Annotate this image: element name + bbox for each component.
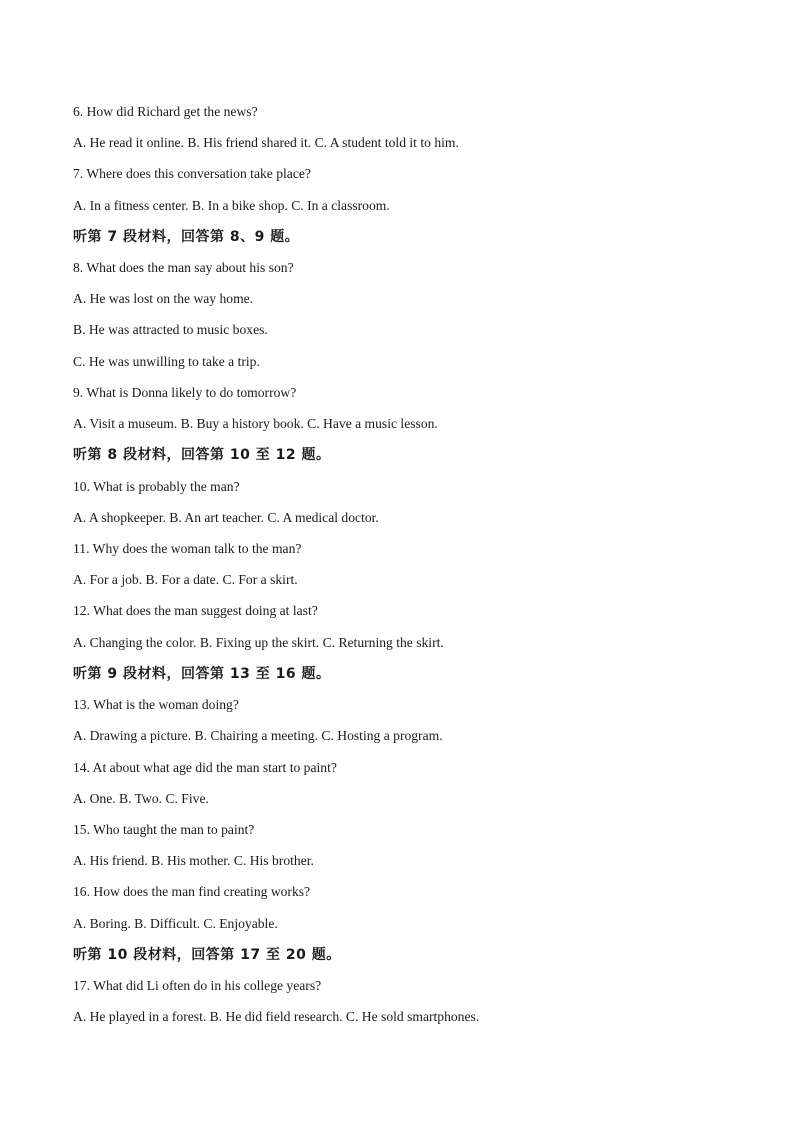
question-6: 6. How did Richard get the news? <box>73 104 258 119</box>
options-11: A. For a job. B. For a date. C. For a skirt. <box>73 572 298 587</box>
options-16: A. Boring. B. Difficult. C. Enjoyable. <box>73 916 278 931</box>
question-7: 7. Where does this conversation take place? <box>73 166 311 181</box>
section-heading-9: 听第 9 段材料，回答第 13 至 16 题。 <box>73 666 331 682</box>
question-10: 10. What is probably the man? <box>73 479 240 494</box>
options-6: A. He read it online. B. His friend shared it. C. A student told it to him. <box>73 135 459 150</box>
options-9: A. Visit a museum. B. Buy a history book. C. Have a music lesson. <box>73 416 438 431</box>
section-heading-7: 听第 7 段材料，回答第 8、9 题。 <box>73 229 300 245</box>
option-8a: A. He was lost on the way home. <box>73 291 254 306</box>
option-8c: C. He was unwilling to take a trip. <box>73 354 260 369</box>
option-8b: B. He was attracted to music boxes. <box>73 322 268 337</box>
question-8: 8. What does the man say about his son? <box>73 260 294 275</box>
options-12: A. Changing the color. B. Fixing up the skirt. C. Returning the skirt. <box>73 635 444 650</box>
options-14: A. One. B. Two. C. Five. <box>73 791 209 806</box>
question-14: 14. At about what age did the man start to paint? <box>73 760 337 775</box>
question-9: 9. What is Donna likely to do tomorrow? <box>73 385 297 400</box>
question-12: 12. What does the man suggest doing at last? <box>73 603 318 618</box>
options-15: A. His friend. B. His mother. C. His brother. <box>73 853 314 868</box>
question-15: 15. Who taught the man to paint? <box>73 822 255 837</box>
options-13: A. Drawing a picture. B. Chairing a meeting. C. Hosting a program. <box>73 728 443 743</box>
options-17: A. He played in a forest. B. He did field research. C. He sold smartphones. <box>73 1009 480 1024</box>
question-11: 11. Why does the woman talk to the man? <box>73 541 302 556</box>
question-13: 13. What is the woman doing? <box>73 697 239 712</box>
question-17: 17. What did Li often do in his college years? <box>73 978 322 993</box>
section-heading-8: 听第 8 段材料，回答第 10 至 12 题。 <box>73 447 331 463</box>
options-10: A. A shopkeeper. B. An art teacher. C. A medical doctor. <box>73 510 379 525</box>
question-16: 16. How does the man find creating works? <box>73 884 311 899</box>
options-7: A. In a fitness center. B. In a bike shop. C. In a classroom. <box>73 198 390 213</box>
section-heading-10: 听第 10 段材料，回答第 17 至 20 题。 <box>73 947 341 963</box>
